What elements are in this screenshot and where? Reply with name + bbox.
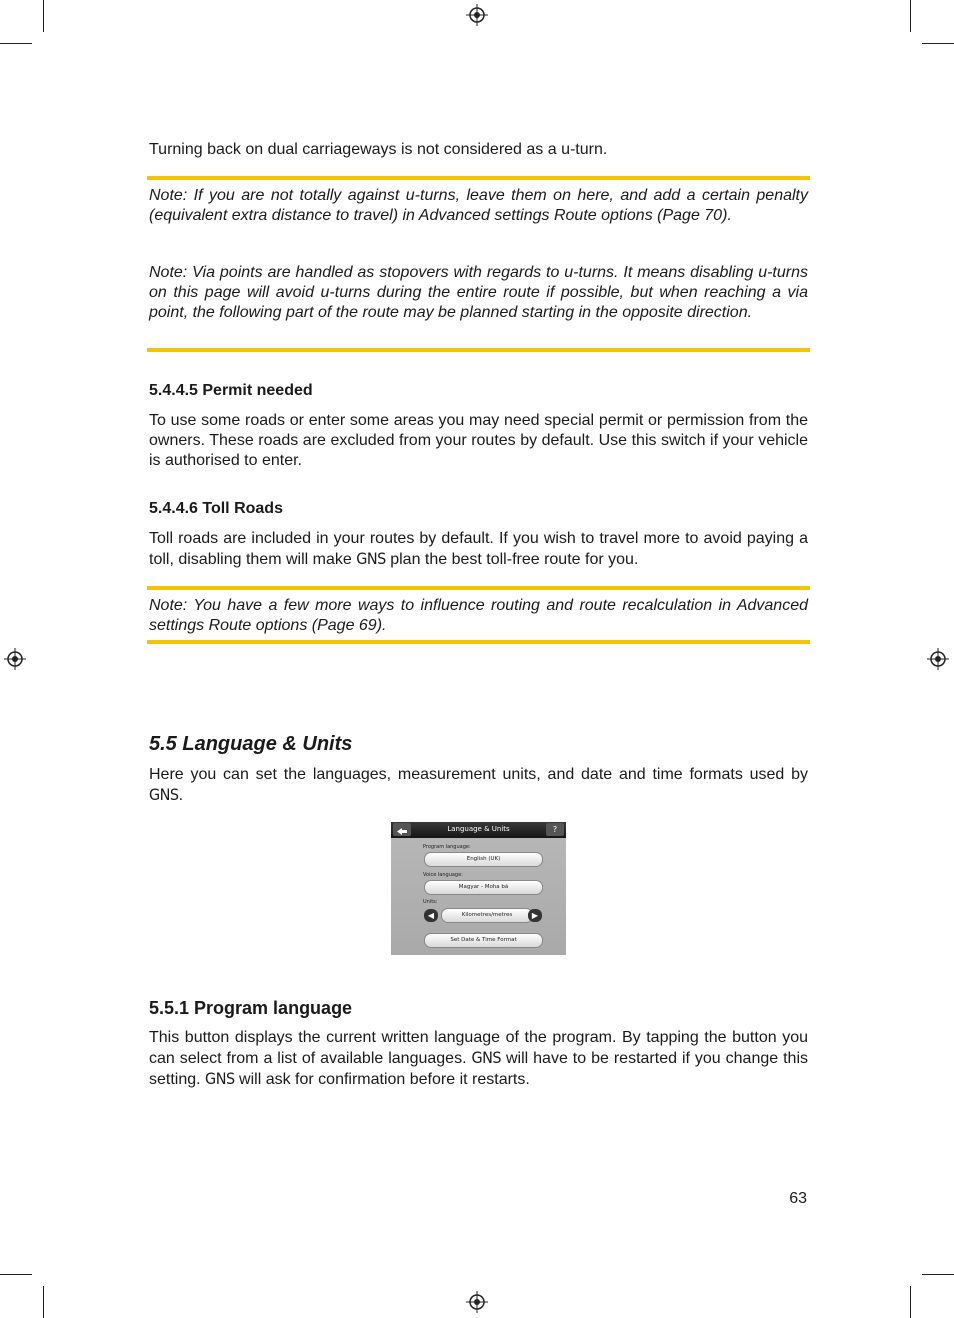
permit-needed-paragraph: To use some roads or enter some areas you may need special permit or permission from the owners. These roads are excluded from your routes by default. Use this switch if your vehicle is authorised to enter. <box>149 412 808 469</box>
heading-language-units: 5.5 Language & Units <box>149 733 353 755</box>
note-via-points: Note: Via points are handled as stopovers with regards to u-turns. It means disabling u-turns on this page will avoid u-turns during the entire route if possible, but when reaching a via point, the following part of the route may be planned starting in the opposite direction. <box>149 264 808 321</box>
brand-name: GNS <box>471 1048 502 1067</box>
crop-mark <box>910 0 911 32</box>
program-language-button[interactable]: English (UK) <box>424 852 543 867</box>
note-divider <box>147 176 810 180</box>
note-divider <box>147 586 810 590</box>
language-units-paragraph: Here you can set the languages, measurement units, and date and time formats used by GNS. <box>149 766 808 804</box>
crop-mark <box>922 43 954 44</box>
crop-mark <box>0 1274 32 1275</box>
note-divider <box>147 640 810 644</box>
units-prev-arrow-icon[interactable]: ◀ <box>424 909 438 922</box>
heading-program-language: 5.5.1 Program language <box>149 998 353 1018</box>
heading-permit-needed: 5.4.4.5 Permit needed <box>149 382 313 399</box>
registration-mark-icon <box>4 648 26 670</box>
brand-name: GNS <box>356 549 386 568</box>
voice-language-button[interactable]: Magyar - Moha bá <box>424 880 543 895</box>
crop-mark <box>43 1286 44 1318</box>
help-button[interactable]: ? <box>546 823 564 836</box>
note-divider <box>147 348 810 352</box>
intro-paragraph: Turning back on dual carriageways is not considered as a u-turn. <box>149 141 608 158</box>
set-date-time-format-button[interactable]: Set Date & Time Format <box>424 933 543 948</box>
crop-mark <box>922 1274 954 1275</box>
program-language-paragraph: This button displays the current written language of the program. By tapping the button you can select from a list of available languages. GNS will have to be restarted if you change this setting. GNS will ask for confirmation before it restarts. <box>149 1029 808 1088</box>
crop-mark <box>0 43 32 44</box>
units-label: Units: <box>423 899 438 905</box>
registration-mark-icon <box>927 648 949 670</box>
program-language-label: Program language: <box>423 844 471 850</box>
page-number: 63 <box>789 1190 807 1207</box>
crop-mark <box>43 0 44 32</box>
note-uturn-penalty: Note: If you are not totally against u-turns, leave them on here, and add a certain penalty (equivalent extra distance to travel) in Advanced settings Route options (Page 70). <box>149 187 808 224</box>
note-routing-options: Note: You have a few more ways to influence routing and route recalculation in Advanced settings Route options (Page 69). <box>149 597 808 634</box>
screen-title: Language & Units <box>447 825 510 833</box>
brand-name: GNS <box>149 785 179 804</box>
toll-roads-paragraph: Toll roads are included in your routes by default. If you wish to travel more to avoid paying a toll, disabling them will make GNS plan the best toll-free route for you. <box>149 530 808 568</box>
language-units-screenshot <box>391 822 566 955</box>
registration-mark-icon <box>466 4 488 26</box>
brand-name: GNS <box>205 1069 235 1088</box>
voice-language-label: Voice language: <box>423 872 463 878</box>
units-value-button[interactable]: Kilometres/metres <box>441 908 533 923</box>
crop-mark <box>910 1286 911 1318</box>
heading-toll-roads: 5.4.4.6 Toll Roads <box>149 500 283 517</box>
units-next-arrow-icon[interactable]: ▶ <box>528 909 542 922</box>
registration-mark-icon <box>466 1291 488 1313</box>
